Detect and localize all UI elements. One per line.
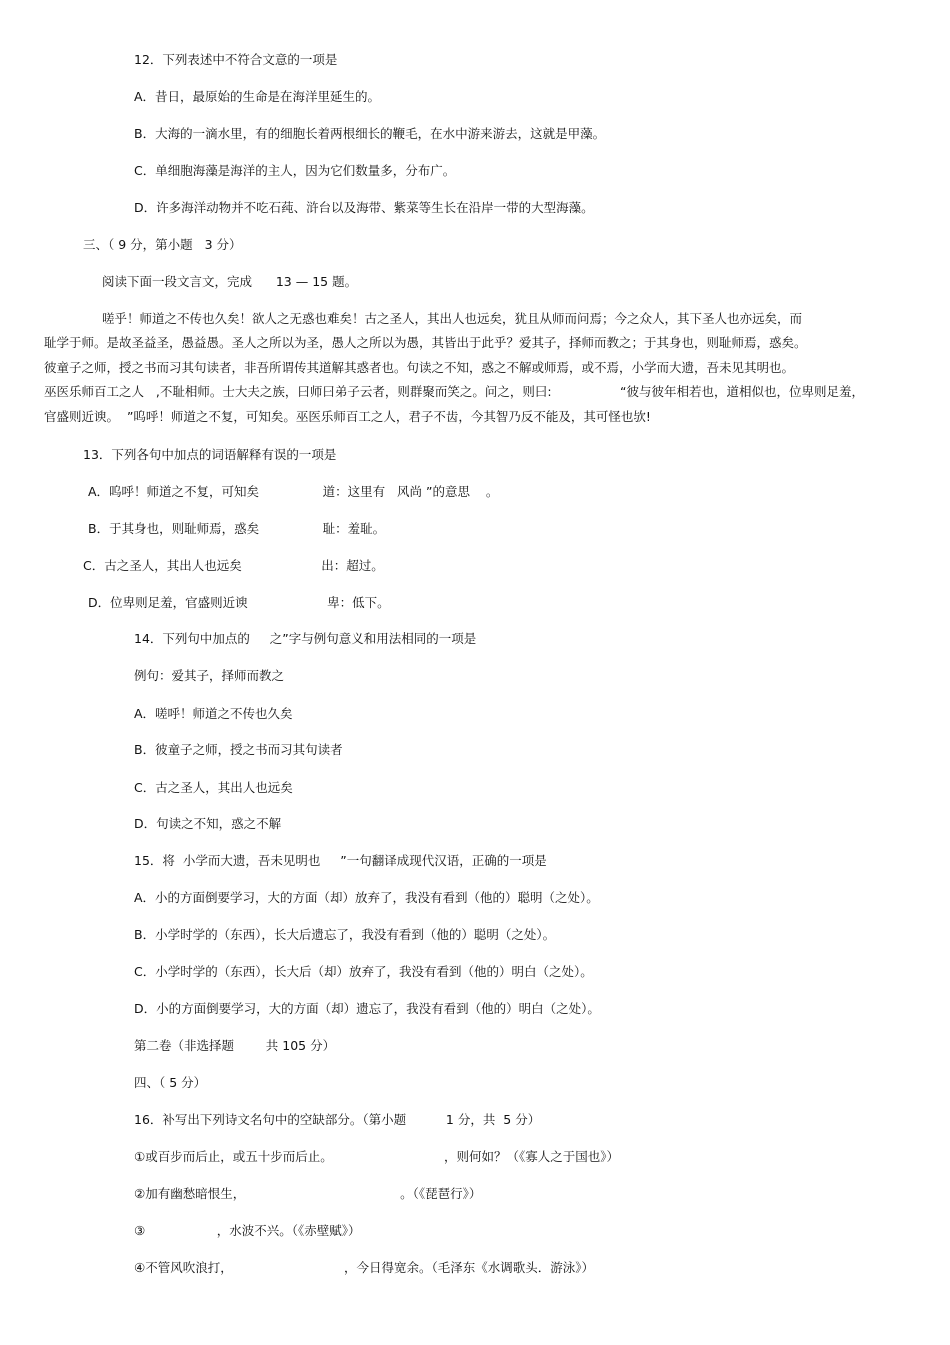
passage-line-3: 彼童子之师，授之书而习其句读者，非吾所谓传其道解其惑者也。句读之不知，惑之不解或师焉，或不焉，小学而大遗，吾未见其明也。 xyxy=(44,360,795,375)
q13-option-b: B．于其身也，则耻师焉，惑矣 耻：羞耻。 xyxy=(88,521,386,536)
section-4-heading: 四、（ 5 分） xyxy=(134,1075,207,1090)
section-3-heading: 三、（ 9 分，第小题 3 分） xyxy=(83,237,242,252)
q15-option-b: B．小学时学的（东西），长大后遗忘了，我没有看到（他的）聪明（之处）。 xyxy=(134,927,556,942)
q16-item-2: ②加有幽愁暗恨生， 。（《琵琶行》） xyxy=(134,1186,482,1201)
q16-item-4: ④不管风吹浪打， ，今日得宽余。（毛泽东《水调歌头．游泳》） xyxy=(134,1260,594,1275)
q16-item-3: ③ ，水波不兴。（《赤壁赋》） xyxy=(134,1223,361,1238)
q13-stem: 13．下列各句中加点的词语解释有误的一项是 xyxy=(83,447,337,462)
passage-line-4a: 巫医乐师百工之人 ,不耻相师。士大夫之族，曰师曰弟子云者，则群聚而笑之。问之，则曰: xyxy=(44,384,552,399)
q14-stem: 14．下列句中加点的 之”字与例句意义和用法相同的一项是 xyxy=(134,631,477,646)
q14-example: 例句：爱其子，择师而教之 xyxy=(134,668,285,683)
q13-option-d: D．位卑则足羞，官盛则近谀 卑：低下。 xyxy=(88,595,390,610)
q16-item-1: ①或百步而后止，或五十步而后止。 ，则何如？（《寡人之于国也》） xyxy=(134,1149,619,1164)
passage-line-4b: “彼与彼年相若也，道相似也，位卑则足羞， xyxy=(620,384,864,399)
q15-option-d: D．小的方面倒要学习，大的方面（却）遗忘了，我没有看到（他的）明白（之处）。 xyxy=(134,1001,600,1016)
q15-stem: 15．将 小学而大遗，吾未见明也 ”一句翻译成现代汉语，正确的一项是 xyxy=(134,853,547,868)
q14-option-a: A．嗟呼！师道之不传也久矣 xyxy=(134,706,293,721)
q12-stem: 12．下列表述中不符合文意的一项是 xyxy=(134,52,338,67)
passage-line-2: 耻学于师。是故圣益圣，愚益愚。圣人之所以为圣，愚人之所以为愚，其皆出于此乎？爱其子，择师而教之；于其身也，则耻师焉，惑矣。 xyxy=(44,335,807,350)
section-3-instruction: 阅读下面一段文言文，完成 13 — 15 题。 xyxy=(102,274,358,289)
q15-option-a: A．小的方面倒要学习，大的方面（却）放弃了，我没有看到（他的）聪明（之处）。 xyxy=(134,890,599,905)
passage-line-5: 官盛则近谀。 ”呜呼！师道之不复，可知矣。巫医乐师百工之人，君子不齿，今其智乃反不能及，其可怪也欤! xyxy=(44,409,651,424)
q15-option-c: C．小学时学的（东西），长大后（却）放弃了，我没有看到（他的）明白（之处）。 xyxy=(134,964,593,979)
passage-line-1: 嗟乎！师道之不传也久矣！欲人之无惑也难矣！古之圣人，其出人也远矣，犹且从师而问焉；今之众人，其下圣人也亦远矣，而 xyxy=(102,311,803,326)
q12-option-a: A．昔日，最原始的生命是在海洋里延生的。 xyxy=(134,89,381,104)
q14-option-d: D．句读之不知，惑之不解 xyxy=(134,816,282,831)
q16-stem: 16．补写出下列诗文名句中的空缺部分。（第小题 1 分，共 5 分） xyxy=(134,1112,541,1127)
q12-option-d: D．许多海洋动物并不吃石莼、浒台以及海带、紫菜等生长在沿岸一带的大型海藻。 xyxy=(134,200,594,215)
part-2-heading: 第二卷（非选择题 共 105 分） xyxy=(134,1038,336,1053)
q12-option-b: B．大海的一滴水里，有的细胞长着两根细长的鞭毛，在水中游来游去，这就是甲藻。 xyxy=(134,126,606,141)
q14-option-b: B．彼童子之师，授之书而习其句读者 xyxy=(134,742,343,757)
q12-option-c: C．单细胞海藻是海洋的主人，因为它们数量多，分布广。 xyxy=(134,163,456,178)
q13-option-c: C．古之圣人，其出人也远矣 出：超过。 xyxy=(83,558,384,573)
q13-option-a: A．呜呼！师道之不复，可知矣 道：这里有 风尚 ”的意思 。 xyxy=(88,484,499,499)
q14-option-c: C．古之圣人，其出人也远矣 xyxy=(134,780,293,795)
